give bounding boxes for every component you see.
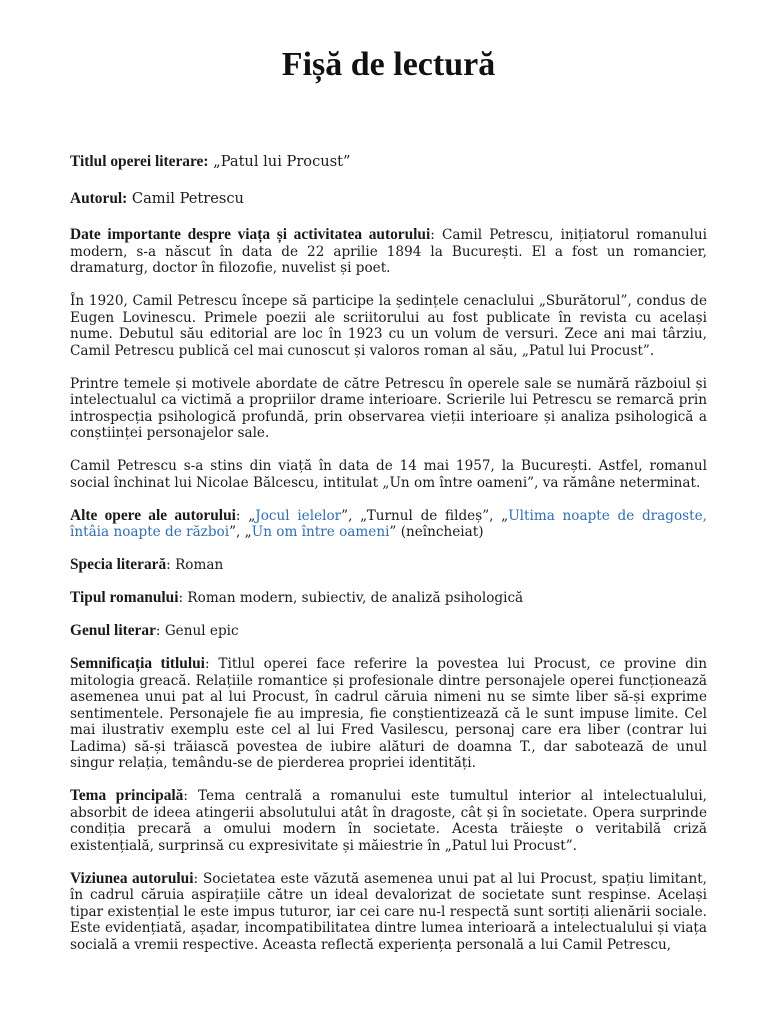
field-alte-opere bbox=[70, 508, 707, 541]
separator: ” (neîncheiat) bbox=[389, 524, 484, 540]
work-link-ultima-noapte[interactable]: Ultima noapte de dragoste, întâia noapte de război bbox=[70, 507, 707, 540]
field-label: Titlul operei literare: bbox=[70, 153, 209, 170]
field-value: : Roman modern, subiectiv, de analiză psihologică bbox=[178, 590, 524, 606]
field-value: : Titlul operei face referire la povestea lui Procust, ce provine din mitologia greacă. Relațiile romantice și profesionale dintre personajele operei funcționează asemenea unui pat al lui Procust, în cadrul căruia nimeni nu se simte liber să-și exprime sentimentele. Personajele fie au impresia, fie conștientizează că le sunt impuse limite. Cel mai ilustrativ exemplu este cel al lui Fred Vasilescu, personaj care era liber (contrar lui Ladima) să-și trăiască povestea de iubire alături de doamna T., dar sabotează de unul singur relația, temându-se de pierderea propriei identități. bbox=[70, 656, 707, 771]
field-label: Tema principală bbox=[70, 787, 184, 804]
separator: : „ bbox=[235, 507, 256, 524]
bio-paragraph-2: În 1920, Camil Petrescu începe să participe la ședințele cenaclului „Sburătorul”, condus de Eugen Lovinescu. Primele poezii ale scriitorului au fost publicate în revista cu același nume. Debutul său editorial are loc în 1923 cu un volum de versuri. Zece ani mai târziu, Camil Petrescu publică cel mai cunoscut și valoros roman al său, „Patul lui Procust”. bbox=[70, 293, 707, 359]
work-link-un-om-intre-oameni[interactable]: Un om între oameni bbox=[251, 524, 390, 540]
bio-paragraph-4: Camil Petrescu s-a stins din viață în data de 14 mai 1957, la București. Astfel, romanul social închinat lui Nicolae Bălcescu, intitulat „Un om între oameni”, va rămâne neterminat. bbox=[70, 458, 707, 491]
field-value: Camil Petrescu bbox=[127, 189, 244, 207]
field-value: „Patul lui Procust” bbox=[208, 153, 351, 170]
work-link-jocul-ielelor[interactable]: Jocul ielelor bbox=[255, 507, 342, 524]
field-value: : Camil Petrescu, inițiatorul romanului modern, s-a născut în data de 22 aprilie 1894 la București. El a fost un romancier, dramaturg, doctor în filozofie, nuvelist și poet. bbox=[70, 227, 707, 276]
field-label: Genul literar bbox=[70, 622, 156, 639]
field-value: : Genul epic bbox=[155, 623, 239, 639]
page-title: Fișă de lectură bbox=[281, 46, 496, 83]
field-tipul bbox=[70, 590, 707, 607]
field-label: Alte opere ale autorului bbox=[70, 506, 236, 524]
separator: ”, „Turnul de fildeș”, „ bbox=[341, 507, 509, 524]
separator: ”, „ bbox=[229, 524, 252, 540]
field-label: Autorul: bbox=[70, 189, 128, 207]
field-value: : Tema centrală a romanului este tumultul interior al intelectualului, absorbit de ideea atingerii absolutului atât în dragoste, cât și în societate. Opera surprinde condiția precară a omului modern în societate. Acesta trăiește o veritabilă criză existențială, surprinsă cu expresivitate și măiestrie în „Patul lui Procust”. bbox=[70, 788, 707, 854]
field-genul bbox=[70, 623, 707, 640]
field-label: Viziunea autorului bbox=[70, 869, 194, 887]
field-label: Specia literară bbox=[70, 556, 167, 573]
bio-paragraph-3: Printre temele și motivele abordate de către Petrescu în operele sale se numără războiul și intelectualul ca victimă a propriilor drame interioare. Scrierile lui Petrescu se remarcă prin introspecția psihologică profundă, prin observarea vieții interioare și analiza psihologică a conștiinței personajelor sale. bbox=[70, 375, 707, 441]
field-semnificatia bbox=[70, 656, 707, 772]
field-tema bbox=[70, 788, 707, 854]
field-date bbox=[70, 227, 707, 277]
field-label: Semnificația titlului bbox=[70, 655, 205, 672]
document-body bbox=[70, 154, 707, 953]
field-autor bbox=[70, 191, 707, 208]
field-value: : Roman bbox=[166, 557, 224, 573]
field-label: Date importante despre viața și activitatea autorului bbox=[70, 226, 431, 243]
field-viziunea bbox=[70, 871, 707, 954]
field-titlu bbox=[70, 154, 707, 171]
field-value: : Societatea este văzută asemenea unui pat al lui Procust, spațiu limitant, în cadrul căruia aspirațiile către un ideal devalorizat de societate sunt respinse. Același tipar existențial le este impus tuturor, iar cei care nu-l respectă sunt sortiți alienării sociale. Este evidențiată, așadar, incompatibilitatea dintre lumea interioară a intelectualului și viața socială a vremii respective. Aceasta reflectă experiența personală a lui Camil Petrescu, bbox=[70, 870, 707, 953]
field-specia bbox=[70, 557, 707, 574]
field-label: Tipul romanului bbox=[70, 589, 179, 606]
